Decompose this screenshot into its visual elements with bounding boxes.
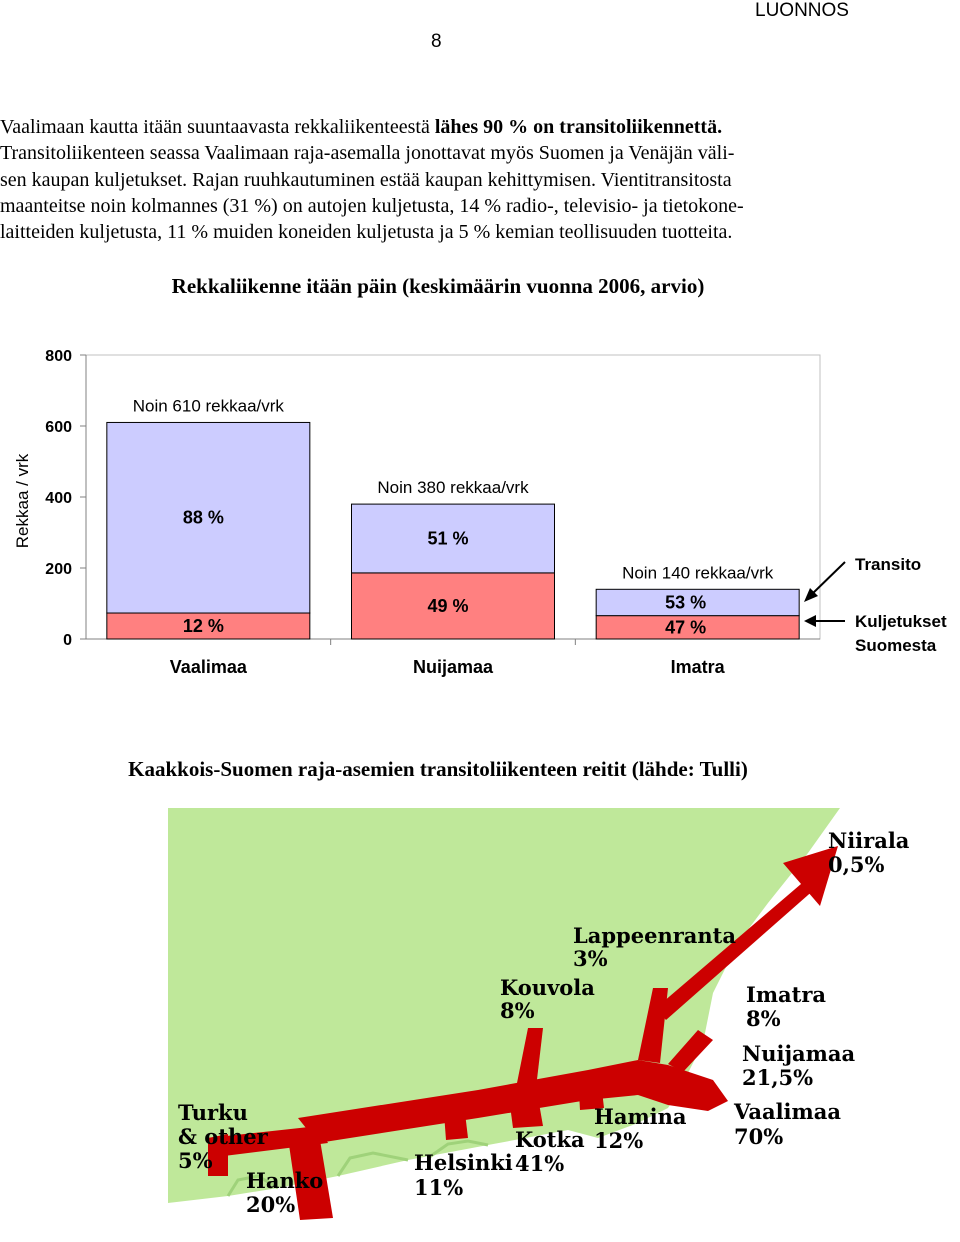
y-axis-label: Rekkaa / vrk bbox=[13, 453, 32, 549]
draft-label: LUONNOS bbox=[755, 0, 849, 21]
label-kouvola-name: Kouvola bbox=[500, 975, 595, 1000]
y-tick-label: 800 bbox=[45, 348, 72, 365]
label-lappeenranta-name: Lappeenranta bbox=[573, 923, 736, 948]
legend-suomesta-arrowhead bbox=[804, 615, 816, 627]
total-label-0: Noin 610 rekkaa/vrk bbox=[132, 396, 284, 416]
body-text-segment: Vaalimaan kautta itään suuntaavasta rekkaliikenteestä bbox=[0, 116, 435, 138]
label-helsinki-value: 11% bbox=[414, 1175, 464, 1200]
label-kotka-name: Kotka bbox=[515, 1127, 585, 1152]
label-niirala bbox=[828, 828, 910, 877]
label-kouvola-value: 8% bbox=[500, 998, 535, 1023]
body-text-bold: lähes 90 % on transitoliikennettä bbox=[434, 116, 718, 138]
category-label-2: Imatra bbox=[670, 657, 725, 677]
label-hamina-name: Hamina bbox=[594, 1104, 687, 1129]
label-kotka-value: 41% bbox=[515, 1151, 565, 1176]
label-turku-value: 5% bbox=[178, 1148, 213, 1173]
body-text-bold-period: . bbox=[717, 116, 723, 138]
body-line-4: maanteitse noin kolmannes (31 %) on autojen kuljetusta, 14 % radio-, televisio- ja tietokone- bbox=[0, 194, 744, 217]
body-line-3: sen kaupan kuljetukset. Rajan ruuhkautuminen estää kaupan kehittymisen. Vientitransitosta bbox=[0, 168, 732, 191]
label-turku-name-2: & other bbox=[178, 1124, 268, 1149]
label-nuijamaa bbox=[742, 1041, 855, 1090]
label-nuijamaa-value: 21,5% bbox=[742, 1065, 814, 1090]
y-tick-label: 200 bbox=[45, 561, 72, 578]
label-hamina bbox=[594, 1104, 687, 1153]
label-hamina-value: 12% bbox=[594, 1128, 644, 1153]
legend-transito-arrow-line bbox=[810, 562, 845, 596]
category-label-1: Nuijamaa bbox=[412, 657, 494, 677]
label-niirala-value: 0,5% bbox=[828, 852, 885, 877]
body-line-5: laitteiden kuljetusta, 11 % muiden koneiden kuljetusta ja 5 % kemian teollisuuden tuotteita. bbox=[0, 221, 733, 244]
label-imatra bbox=[746, 982, 826, 1031]
body-line-2: Transitoliikenteen seassa Vaalimaan raja-asemalla jonottavat myös Suomen ja Venäjän väli- bbox=[0, 142, 735, 165]
label-helsinki-name: Helsinki bbox=[414, 1150, 513, 1175]
transito-pct-label-0: 88 % bbox=[182, 507, 224, 528]
total-label-2: Noin 140 rekkaa/vrk bbox=[622, 563, 774, 583]
label-hanko-value: 20% bbox=[246, 1192, 296, 1217]
label-vaalimaa-value: 70% bbox=[734, 1124, 784, 1149]
label-turku-name: Turku bbox=[178, 1100, 248, 1125]
label-hanko-name: Hanko bbox=[246, 1168, 324, 1193]
suomesta-pct-label-0: 12 % bbox=[182, 616, 224, 637]
y-tick-label: 400 bbox=[45, 490, 72, 507]
total-label-1: Noin 380 rekkaa/vrk bbox=[377, 478, 529, 498]
label-vaalimaa bbox=[733, 1099, 841, 1149]
label-niirala-name: Niirala bbox=[828, 828, 910, 853]
legend-suomesta-line1: Kuljetukset bbox=[855, 612, 947, 631]
label-vaalimaa-name: Vaalimaa bbox=[734, 1099, 841, 1124]
chart-title: Rekkaliikenne itään päin (keskimäärin vuonna 2006, arvio) bbox=[171, 274, 705, 298]
label-imatra-value: 8% bbox=[746, 1006, 781, 1031]
transito-pct-label-2: 53 % bbox=[665, 592, 707, 613]
legend-transito: Transito bbox=[855, 555, 922, 574]
map-title: Kaakkois-Suomen raja-asemien transitoliikenteen reitit (lähde: Tulli) bbox=[128, 757, 748, 781]
category-label-0: Vaalimaa bbox=[169, 657, 247, 677]
transito-pct-label-1: 51 % bbox=[427, 528, 469, 549]
label-nuijamaa-name: Nuijamaa bbox=[742, 1041, 856, 1066]
suomesta-pct-label-2: 47 % bbox=[665, 617, 707, 638]
y-tick-label: 0 bbox=[63, 632, 72, 649]
truck-traffic-chart bbox=[0, 330, 960, 690]
body-paragraph bbox=[0, 114, 955, 245]
transit-route-map bbox=[168, 808, 910, 1228]
y-tick-label: 600 bbox=[45, 419, 72, 436]
suomesta-pct-label-1: 49 % bbox=[427, 595, 469, 616]
label-lappeenranta-value: 3% bbox=[573, 946, 608, 971]
page-number: 8 bbox=[431, 31, 442, 52]
body-line-1 bbox=[0, 114, 955, 140]
chart-legend bbox=[804, 555, 947, 655]
label-imatra-name: Imatra bbox=[746, 982, 827, 1007]
legend-suomesta-line2: Suomesta bbox=[855, 636, 937, 655]
